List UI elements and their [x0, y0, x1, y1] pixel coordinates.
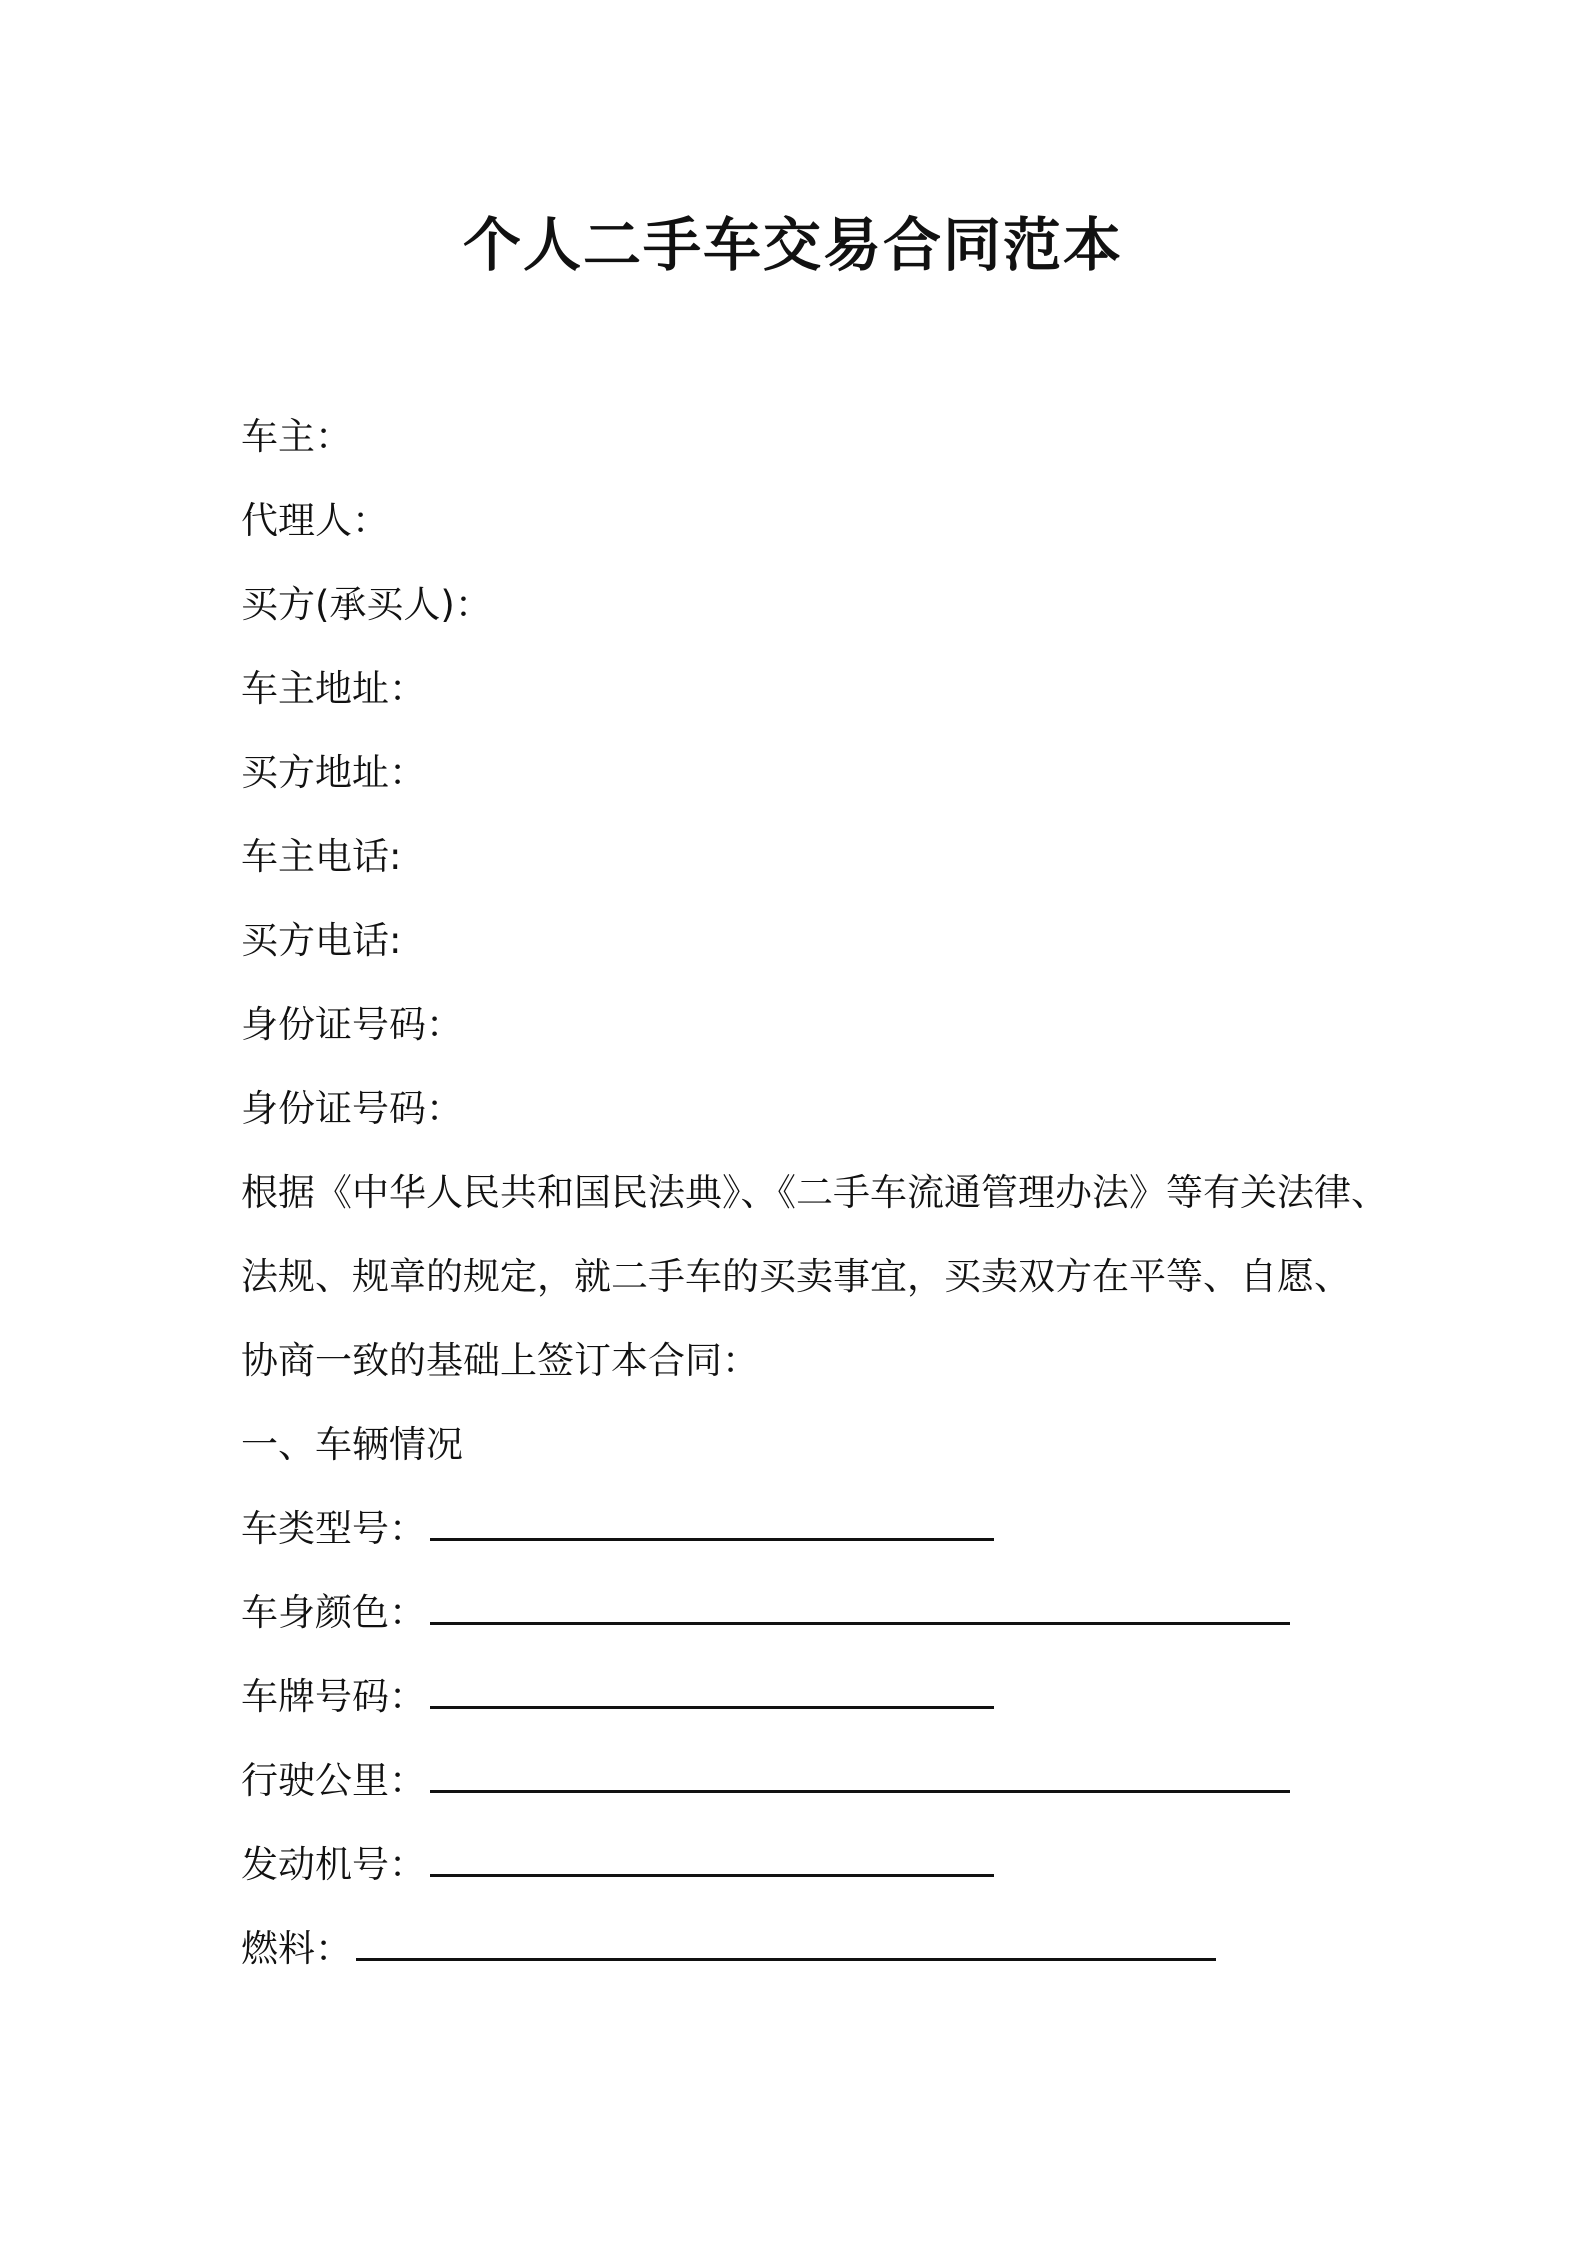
- buyer-address-label: 买方地址：: [241, 751, 426, 794]
- field-plate-number: [241, 1670, 994, 1724]
- field-label: 车类型号：: [241, 1507, 426, 1550]
- preamble-line-3: 协商一致的基础上签订本合同：: [241, 1339, 759, 1382]
- field-label: 车牌号码：: [241, 1675, 426, 1718]
- owner-phone-label: 车主电话:: [241, 835, 402, 878]
- field-mileage: [241, 1754, 1290, 1808]
- fill-in-blank[interactable]: [430, 1844, 994, 1877]
- preamble-line-1: 根据《中华人民共和国民法典》、《二手车流通管理办法》等有关法律、: [241, 1171, 1388, 1214]
- agent-label: 代理人：: [241, 499, 389, 542]
- field-vehicle-model: [241, 1502, 994, 1556]
- fill-in-blank[interactable]: [430, 1592, 1290, 1625]
- buyer-phone-label: 买方电话:: [241, 919, 402, 962]
- field-label: 行驶公里：: [241, 1759, 426, 1802]
- field-label: 发动机号：: [241, 1843, 426, 1886]
- field-body-color: [241, 1586, 1290, 1640]
- id-number-label-1: 身份证号码：: [241, 1003, 463, 1046]
- id-number-label-2: 身份证号码：: [241, 1087, 463, 1130]
- buyer-label: 买方(承买人)：: [241, 583, 492, 626]
- document-title: 个人二手车交易合同范本: [462, 211, 1123, 279]
- owner-address-label: 车主地址：: [241, 667, 426, 710]
- preamble-line-2: 法规、规章的规定，就二手车的买卖事宜，买卖双方在平等、自愿、: [241, 1255, 1351, 1298]
- field-fuel: [241, 1922, 1216, 1976]
- fill-in-blank[interactable]: [430, 1676, 994, 1709]
- fill-in-blank[interactable]: [356, 1928, 1216, 1961]
- owner-label: 车主：: [241, 415, 352, 458]
- field-label: 车身颜色：: [241, 1591, 426, 1634]
- field-engine-number: [241, 1838, 994, 1892]
- section-heading-vehicle: 一、车辆情况: [241, 1423, 463, 1466]
- fill-in-blank[interactable]: [430, 1760, 1290, 1793]
- field-label: 燃料：: [241, 1927, 352, 1970]
- fill-in-blank[interactable]: [430, 1508, 994, 1541]
